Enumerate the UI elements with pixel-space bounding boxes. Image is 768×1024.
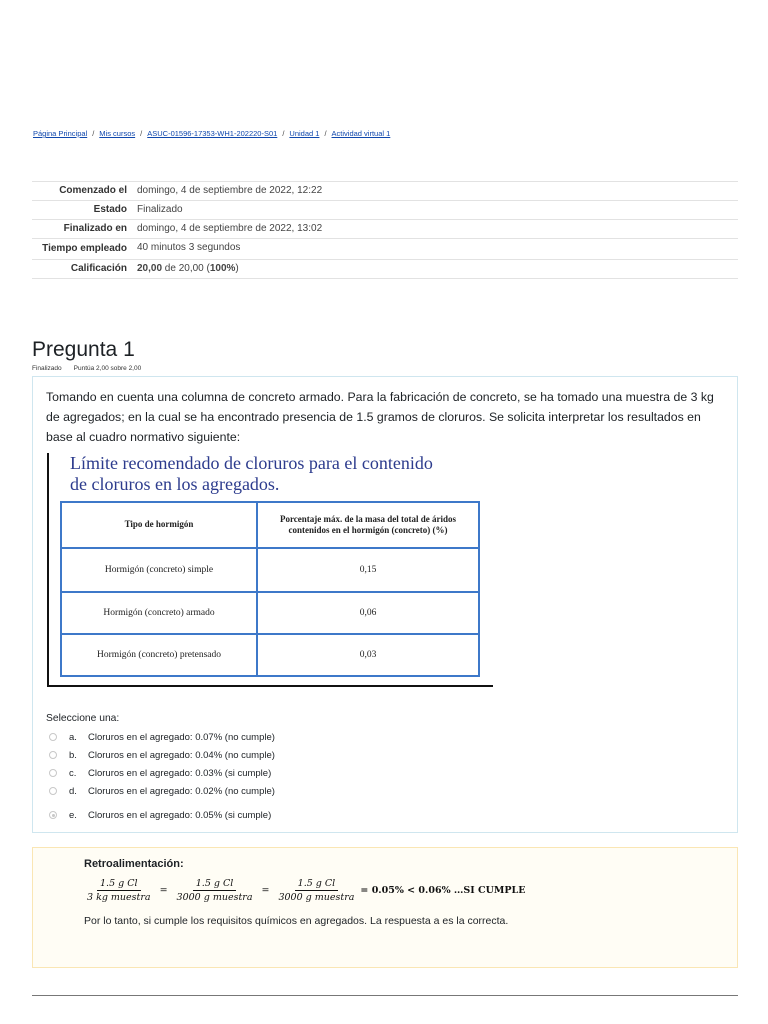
breadcrumb-activity[interactable]: Actividad virtual 1 xyxy=(331,129,391,138)
question-box xyxy=(32,376,738,833)
summary-value: Finalizado xyxy=(137,204,183,215)
grade-percent: 100% xyxy=(209,263,236,274)
norm-type-cell: Hormigón (concreto) pretensado xyxy=(61,634,257,676)
summary-label: Finalizado en xyxy=(63,223,127,234)
summary-value: domingo, 4 de septiembre de 2022, 12:22 xyxy=(137,185,323,196)
fraction-numerator: 1.5 g Cl xyxy=(97,878,141,891)
breadcrumb-my-courses[interactable]: Mis cursos xyxy=(99,129,136,138)
grade-of: de 20,00 ( xyxy=(162,263,210,274)
norm-value-cell: 0,06 xyxy=(257,592,479,633)
radio-button[interactable] xyxy=(49,733,57,741)
norm-table xyxy=(60,501,480,677)
formula-result: = 0.05% < 0.06% …SI CUMPLE xyxy=(360,885,526,896)
summary-row-grade xyxy=(32,260,738,279)
norm-type-cell: Hormigón (concreto) armado xyxy=(61,592,257,633)
norm-title-line1: Límite recomendado de cloruros para el contenido xyxy=(70,453,433,473)
norm-value-cell: 0,15 xyxy=(257,548,479,593)
option-letter: b. xyxy=(69,750,77,761)
norm-table-row xyxy=(61,634,479,676)
option-letter: a. xyxy=(69,732,77,743)
chloride-norm-image xyxy=(47,453,493,687)
select-one-label: Seleccione una: xyxy=(46,713,120,724)
radio-button[interactable] xyxy=(49,751,57,759)
grade-close: ) xyxy=(235,263,239,274)
option-label: Cloruros en el agregado: 0.05% (si cumple) xyxy=(88,810,272,821)
radio-button-checked[interactable] xyxy=(49,811,57,819)
option-label: Cloruros en el agregado: 0.02% (no cumple) xyxy=(88,786,275,797)
fraction-numerator: 1.5 g Cl xyxy=(193,878,237,891)
question-state: Finalizado xyxy=(32,365,62,372)
option-letter: d. xyxy=(69,786,77,797)
summary-value: domingo, 4 de septiembre de 2022, 13:02 xyxy=(137,223,323,234)
fraction-denominator: 3000 g muestra xyxy=(278,892,355,903)
summary-row-state xyxy=(32,201,738,220)
summary-value: 40 minutos 3 segundos xyxy=(137,242,241,253)
fraction-numerator: 1.5 g Cl xyxy=(295,878,339,891)
summary-row-started xyxy=(32,182,738,201)
summary-value xyxy=(137,262,239,276)
norm-table-header xyxy=(61,502,479,548)
image-border-bottom xyxy=(47,685,493,687)
fraction-denominator: 3000 g muestra xyxy=(176,892,253,903)
radio-button[interactable] xyxy=(49,769,57,777)
option-letter: e. xyxy=(69,810,77,821)
breadcrumb-separator: / xyxy=(324,129,327,138)
breadcrumb-home[interactable]: Página Principal xyxy=(33,129,88,138)
feedback-text: Por lo tanto, si cumple los requisitos químicos en agregados. La respuesta a es la correcta. xyxy=(84,915,509,927)
equals-sign: = xyxy=(261,885,270,896)
question-meta xyxy=(32,365,141,372)
norm-image-title xyxy=(70,453,433,495)
attempt-summary-table xyxy=(32,181,738,279)
question-text: Tomando en cuenta una columna de concreto armado. Para la fabricación de concreto, se ha tomado una muestra de 3 kg de agregados; en la cual se ha encontrado presencia de 1.5 gramos de cloruros. Se solicita interpretar los resultados en base al cuadro normativo siguiente: xyxy=(46,390,714,444)
breadcrumb-separator: / xyxy=(282,129,285,138)
norm-table-row xyxy=(61,592,479,633)
grade-score: 20,00 xyxy=(137,263,163,274)
breadcrumb-separator: / xyxy=(140,129,143,138)
summary-row-time xyxy=(32,239,738,260)
breadcrumb xyxy=(33,129,390,138)
norm-type-cell: Hormigón (concreto) simple xyxy=(61,548,257,593)
breadcrumb-unit[interactable]: Unidad 1 xyxy=(289,129,320,138)
option-letter: c. xyxy=(69,768,77,779)
summary-label: Estado xyxy=(93,204,127,215)
equals-sign: = xyxy=(159,885,168,896)
feedback-formula xyxy=(84,878,525,903)
fraction-3 xyxy=(275,878,357,903)
norm-value-cell: 0,03 xyxy=(257,634,479,676)
summary-label: Comenzado el xyxy=(59,185,127,196)
fraction-2 xyxy=(174,878,256,903)
summary-row-finished xyxy=(32,220,738,239)
fraction-1 xyxy=(84,878,154,903)
breadcrumb-course[interactable]: ASUC-01596-17353-WH1-202220-S01 xyxy=(147,129,278,138)
question-title: Pregunta 1 xyxy=(32,338,135,361)
norm-title-line2: de cloruros en los agregados. xyxy=(70,474,280,494)
feedback-box xyxy=(32,847,738,968)
norm-table-row xyxy=(61,548,479,593)
norm-col1-header: Tipo de hormigón xyxy=(61,502,257,548)
feedback-title: Retroalimentación: xyxy=(84,858,184,870)
page-divider xyxy=(32,995,738,996)
option-label: Cloruros en el agregado: 0.07% (no cumple) xyxy=(88,732,275,743)
image-border-left xyxy=(47,453,49,687)
norm-col2-header: Porcentaje máx. de la masa del total de áridos contenidos en el hormigón (concreto) (%) xyxy=(257,502,479,548)
option-label: Cloruros en el agregado: 0.04% (no cumple) xyxy=(88,750,275,761)
fraction-denominator: 3 kg muestra xyxy=(87,892,151,903)
summary-label: Calificación xyxy=(70,263,127,274)
option-label: Cloruros en el agregado: 0.03% (si cumple) xyxy=(88,768,272,779)
breadcrumb-separator: / xyxy=(92,129,95,138)
summary-label: Tiempo empleado xyxy=(42,243,127,254)
question-score: Puntúa 2,00 sobre 2,00 xyxy=(73,365,142,372)
radio-button[interactable] xyxy=(49,787,57,795)
